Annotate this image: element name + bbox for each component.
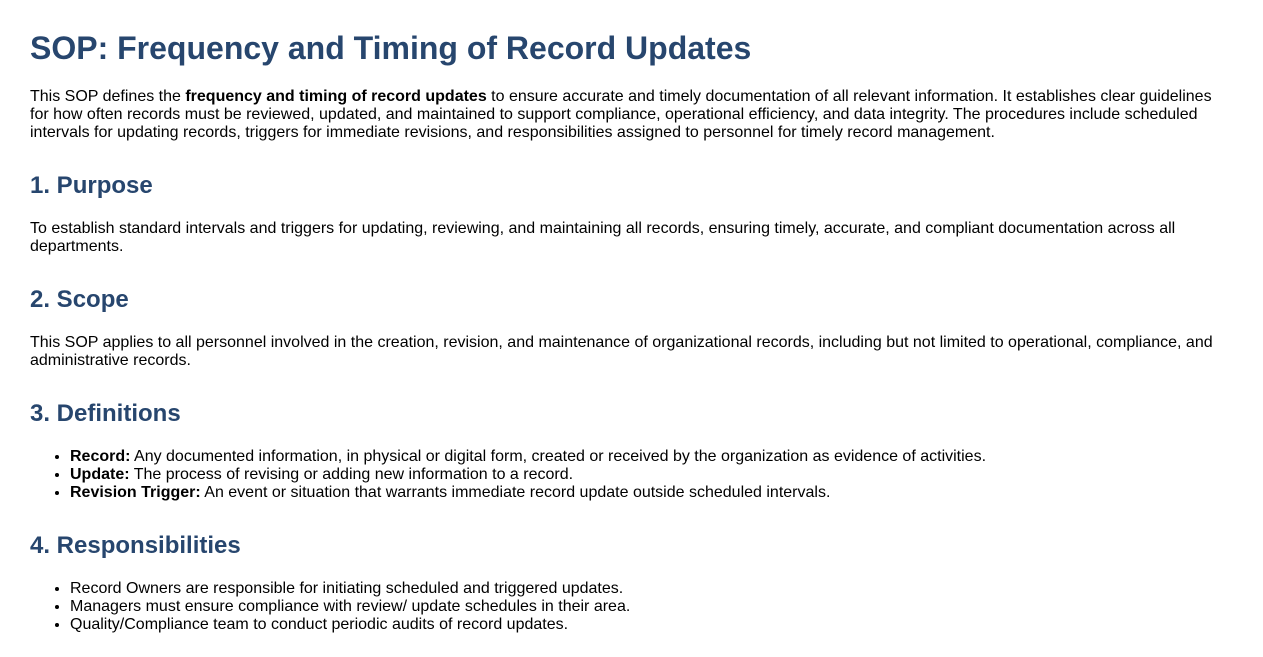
intro-text-start: This SOP defines the [30,88,186,105]
intro-bold-phrase: frequency and timing of record updates [185,88,487,105]
definition-item-update [70,466,1262,484]
definition-text: An event or situation that warrants immediate record update outside scheduled intervals. [200,484,831,501]
purpose-text: To establish standard intervals and triggers for updating, reviewing, and maintaining all records, ensuring timely, accurate, and compliant documentation across all departments. [30,220,1176,255]
scope-heading: 2. Scope [30,286,129,313]
intro-text-end: to ensure accurate and timely documentation of all relevant information. It establishes clear guidelines for how often records must be reviewed, updated, and maintained to support compliance, operational efficiency, and data integrity. The procedures include scheduled intervals for updating records, triggers for immediate revisions, and responsibilities assigned to personnel for timely record management. [30,88,1212,141]
page-title: SOP: Frequency and Timing of Record Updates [30,30,752,66]
responsibility-item: • Quality/Compliance team to conduct periodic audits of record updates. [70,616,1262,634]
definition-text: The process of revising or adding new information to a record. [129,466,574,483]
responsibilities-list [30,580,1262,634]
responsibilities-heading: 4. Responsibilities [30,532,241,559]
definition-term: Record: [70,448,131,465]
responsibility-item: • Record Owners are responsible for initiating scheduled and triggered updates. [70,580,1262,598]
definition-text: Any documented information, in physical or digital form, created or received by the organization as evidence of activities. [130,448,987,465]
definition-term: Update: [70,466,130,483]
definitions-heading: 3. Definitions [30,400,181,427]
definitions-list [30,448,1262,502]
scope-text: This SOP applies to all personnel involved in the creation, revision, and maintenance of organizational records, including but not limited to operational, compliance, and administrative records. [30,334,1213,369]
purpose-heading: 1. Purpose [30,172,153,199]
intro-paragraph [30,88,1222,142]
definition-item-revision-trigger [70,484,1262,502]
definition-term: Revision Trigger: [70,484,201,501]
definition-item-record [70,448,1262,466]
responsibility-item: • Managers must ensure compliance with review/ update schedules in their area. [70,598,1262,616]
